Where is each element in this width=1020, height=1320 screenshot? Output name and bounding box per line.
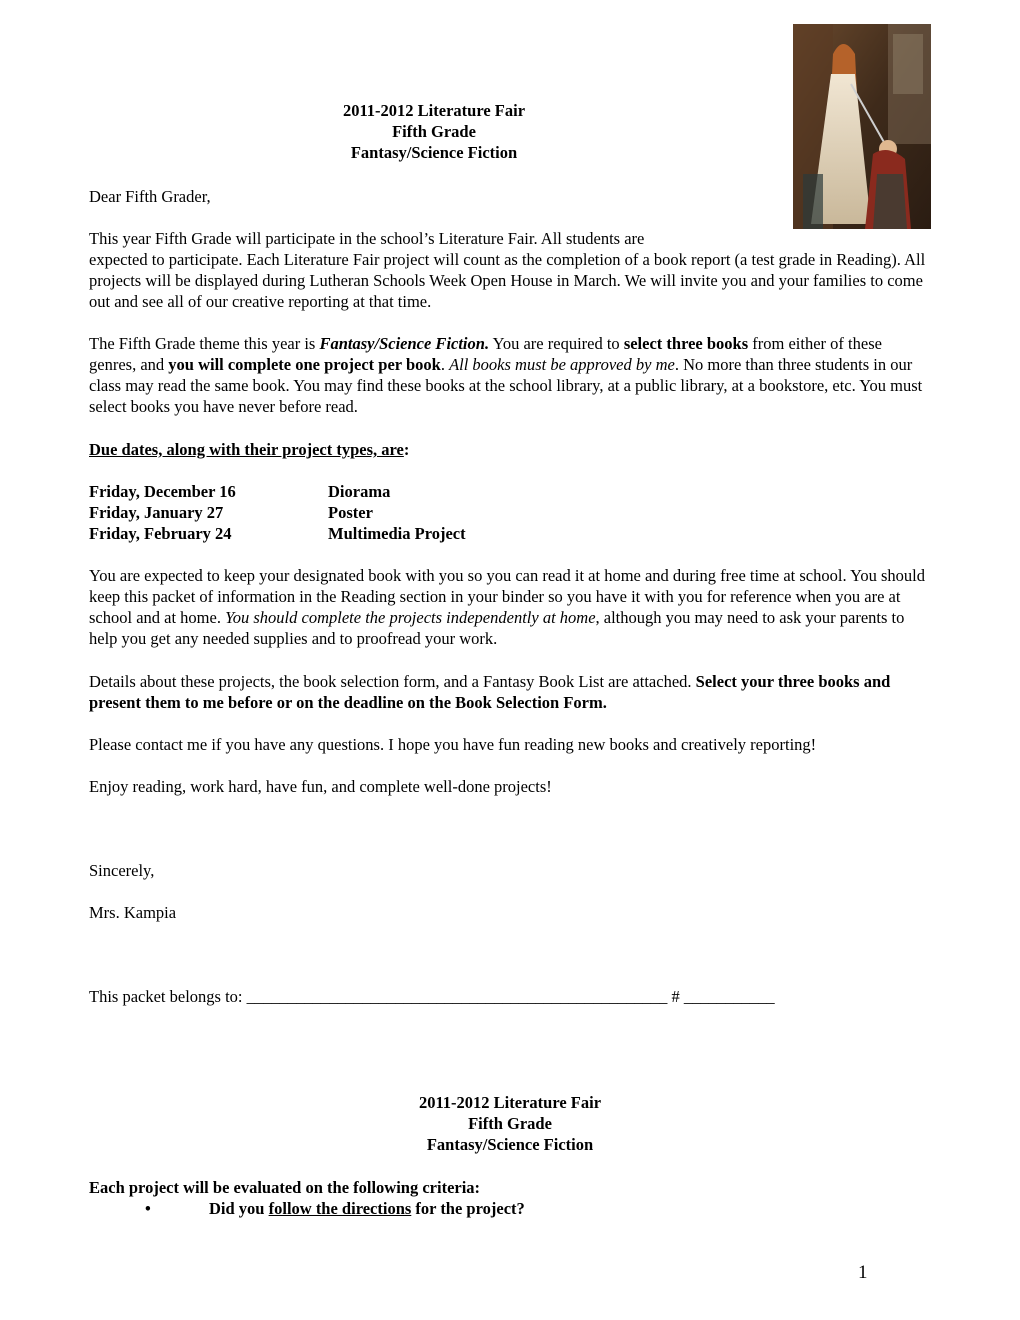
- criteria-follow-directions: follow the directions: [268, 1199, 412, 1218]
- header2-line-2: Fifth Grade: [468, 1114, 552, 1133]
- theme-one-project: you will complete one project per book: [168, 355, 441, 374]
- expectations-independent: You should complete the projects independently at home: [225, 608, 596, 627]
- paragraph-intro: [89, 228, 929, 312]
- paragraph-contact: Please contact me if you have any questions. I hope you have fun reading new books and creatively reporting!: [89, 735, 817, 754]
- due-date-row: [89, 523, 466, 544]
- paragraph-theme: [89, 333, 929, 417]
- theme-approval: All books must be approved by me: [449, 355, 675, 374]
- theme-select-three: select three books: [623, 334, 749, 353]
- closing: Sincerely,: [89, 861, 155, 880]
- signature: Mrs. Kampia: [89, 903, 177, 922]
- header-title: [0, 100, 868, 163]
- theme-text-2: You are required to: [489, 334, 624, 353]
- due-dates-heading-text: Due dates, along with their project types, are: [89, 440, 404, 459]
- details-text: Details about these projects, the book selection form, and a Fantasy Book List are attached.: [89, 672, 696, 691]
- expectations-text-1: You are expected to keep your designated book with you so you can read it at home and during free time at school. You should keep this packet of information in the Reading section in your binder so you have it with you for reference when you are at school and at home.: [89, 566, 925, 627]
- header2-line-1: 2011-2012 Literature Fair: [418, 1093, 602, 1112]
- paragraph-intro-first-line: This year Fifth Grade will participate in the school’s Literature Fair. All students are: [89, 229, 645, 248]
- due-project: Diorama: [328, 482, 391, 501]
- due-dates-heading-colon: :: [403, 440, 410, 459]
- theme-text-5: . No more than three students in our class may read the same book. You may find these books at the school library, at a public library, at a bookstore, etc. You must select books you have never before read.: [89, 355, 923, 416]
- due-date-row: [89, 481, 390, 502]
- criteria-item: [145, 1198, 525, 1219]
- belongs-to-line: This packet belongs to: ___________________________________________________ # ___________: [89, 987, 775, 1006]
- salutation: Dear Fifth Grader,: [89, 187, 211, 206]
- header-line-3: Fantasy/Science Fiction: [350, 143, 518, 162]
- due-project: Poster: [328, 503, 373, 522]
- paragraph-enjoy: Enjoy reading, work hard, have fun, and complete well-done projects!: [89, 777, 552, 796]
- header2-line-3: Fantasy/Science Fiction: [426, 1135, 594, 1154]
- expectations-text-2: , although you may need to ask your parents to help you get any needed supplies and to proofread your work.: [89, 608, 905, 648]
- paragraph-intro-rest: expected to participate. Each Literature Fair project will count as the completion of a book report (a test grade in Reading). All projects will be displayed during Lutheran Schools Week Open House in March. We will invite you and your families to come out and see all of our creative reporting at that time.: [89, 250, 926, 311]
- due-date: Friday, February 24: [89, 524, 232, 543]
- paragraph-expectations: [89, 565, 929, 649]
- criteria-heading: Each project will be evaluated on the following criteria:: [89, 1178, 481, 1197]
- header-line-2: Fifth Grade: [392, 122, 476, 141]
- due-date-row: [89, 502, 373, 523]
- theme-text-3: from either of these genres, and: [89, 334, 882, 374]
- criteria-text-1: Did you: [209, 1199, 269, 1218]
- due-project: Multimedia Project: [328, 524, 466, 543]
- criteria-text-2: for the project?: [411, 1199, 525, 1218]
- due-dates-heading: [89, 439, 929, 460]
- page-number: 1: [858, 1262, 868, 1283]
- header-title-2: [0, 1092, 1020, 1155]
- theme-text-4: .: [440, 355, 450, 374]
- due-date: Friday, January 27: [89, 503, 224, 522]
- due-date: Friday, December 16: [89, 482, 236, 501]
- paragraph-details: [89, 671, 929, 713]
- header-line-1: 2011-2012 Literature Fair: [342, 101, 526, 120]
- details-select-books: Select your three books and present them to me before or on the deadline on the Book Selection Form.: [89, 672, 891, 712]
- theme-name: Fantasy/Science Fiction.: [319, 334, 490, 353]
- theme-text-1: The Fifth Grade theme this year is: [89, 334, 320, 353]
- bullet-icon: •: [145, 1199, 151, 1218]
